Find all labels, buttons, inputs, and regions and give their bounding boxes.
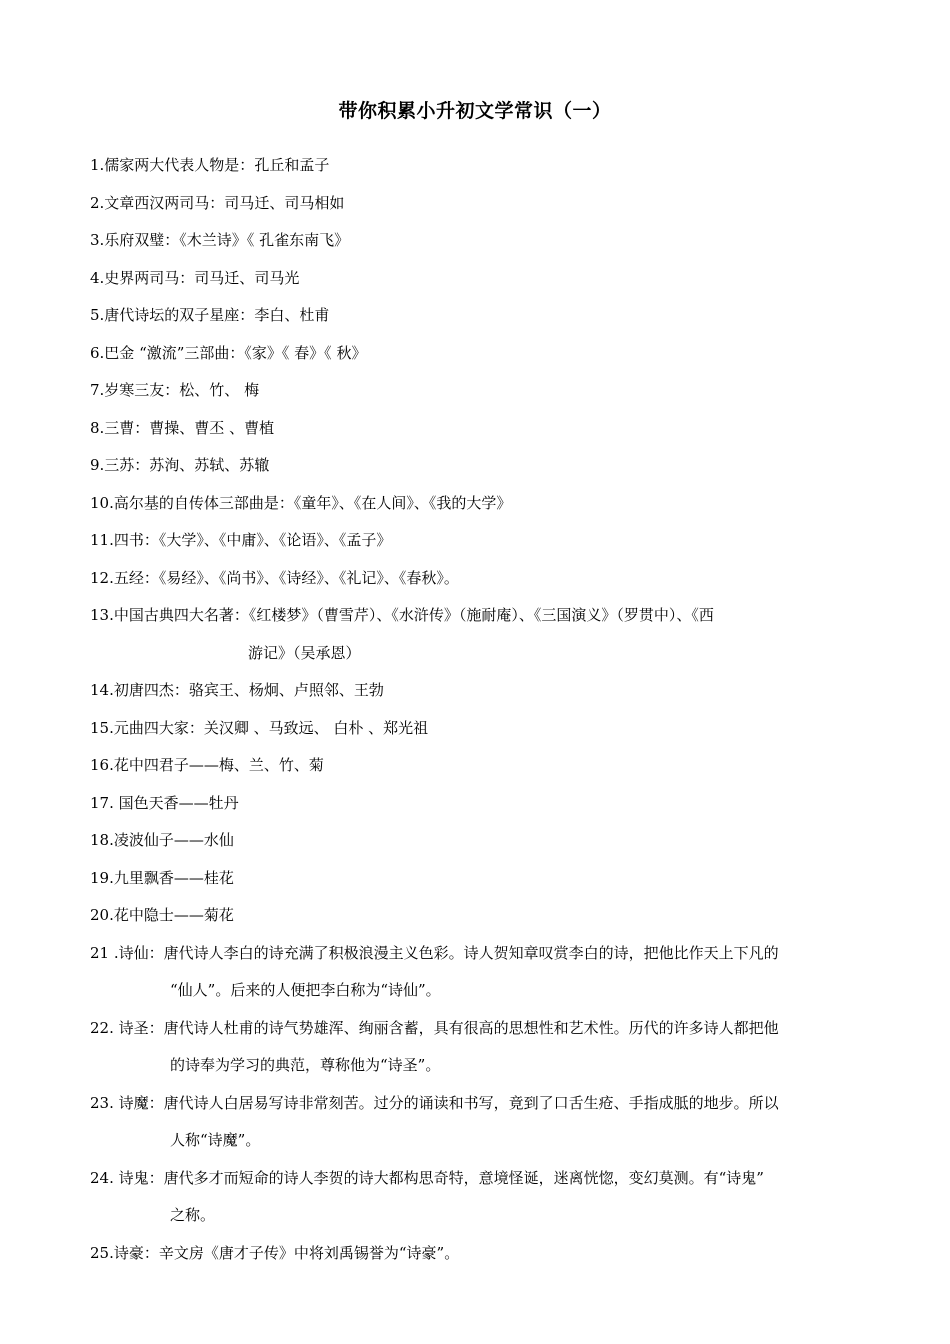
list-item-text: 10.高尔基的自传体三部曲是：《童年》、《在人间》、《我的大学》 [90, 493, 512, 512]
list-item-text: 13.中国古典四大名著：《红楼梦》（曹雪芹）、《水浒传》（施耐庵）、《三国演义》（罗贯中）、《西 [90, 606, 714, 624]
list-item-text: 2.文章西汉两司马：司马迁、司马相如 [90, 193, 345, 212]
list-item-text: 14.初唐四杰：骆宾王、杨炯、卢照邻、王勃 [90, 681, 384, 699]
list-item [90, 1160, 865, 1235]
list-item-text: 1.儒家两大代表人物是：孔丘和孟子 [90, 156, 330, 174]
list-item-text: 22. 诗圣：唐代诗人杜甫的诗气势雄浑、绚丽含蓄，具有很高的思想性和艺术性。历代的许多诗人都把他 [90, 1018, 779, 1037]
list-item-text: 3.乐府双璧：《木兰诗》《 孔雀东南飞》 [90, 231, 350, 249]
list-item-text: 19.九里飘香——桂花 [90, 868, 234, 887]
list-item [90, 410, 865, 448]
list-item-text: 20.花中隐士——菊花 [90, 906, 234, 924]
list-item-continuation: 的诗奉为学习的典范，尊称他为“诗圣”。 [170, 1056, 441, 1074]
list-item [90, 335, 865, 373]
list-item-text: 6.巴金 “激流”三部曲：《家》《 春》《 秋》 [90, 343, 367, 362]
list-item [90, 522, 865, 560]
list-item [90, 1235, 865, 1273]
list-item-text: 9.三苏：苏洵、苏轼、苏辙 [90, 456, 270, 474]
list-item-continuation: “仙人”。后来的人便把李白称为“诗仙”。 [170, 981, 441, 999]
list-item-text: 11.四书：《大学》、《中庸》、《论语》、《孟子》 [90, 531, 392, 549]
list-item [90, 485, 865, 523]
list-item-text: 17. 国色天香——牡丹 [90, 793, 239, 812]
list-item-text: 15.元曲四大家：关汉卿 、马致远、 白朴 、郑光祖 [90, 718, 429, 737]
list-item [90, 747, 865, 785]
list-item-text: 5.唐代诗坛的双子星座：李白、杜甫 [90, 306, 330, 324]
list-item-text: 21 .诗仙：唐代诗人李白的诗充满了积极浪漫主义色彩。诗人贺知章叹赏李白的诗，把他比作天上下凡的 [90, 943, 779, 962]
list-item [90, 297, 865, 335]
list-item [90, 785, 865, 823]
list-item [90, 597, 865, 672]
list-item-text: 25.诗豪：辛文房《唐才子传》中将刘禹锡誉为“诗豪”。 [90, 1243, 460, 1262]
list-item-text: 8.三曹：曹操、曹丕 、曹植 [90, 418, 275, 437]
list-item [90, 710, 865, 748]
list-item-text: 16.花中四君子——梅、兰、竹、菊 [90, 756, 324, 774]
list-item [90, 897, 865, 935]
list-item [90, 672, 865, 710]
list-item [90, 372, 865, 410]
list-item-text: 12.五经：《易经》、《尚书》、《诗经》、《礼记》、《春秋》。 [90, 568, 459, 587]
list-item [90, 1085, 865, 1160]
list-item [90, 222, 865, 260]
list-item-continuation: 之称。 [170, 1206, 216, 1224]
list-item-text: 18.凌波仙子——水仙 [90, 831, 234, 849]
document-title: 带你积累小升初文学常识（一） [338, 100, 612, 122]
list-item [90, 447, 865, 485]
list-item [90, 860, 865, 898]
list-item-text: 24. 诗鬼：唐代多才而短命的诗人李贺的诗大都构思奇特，意境怪诞，迷离恍惚，变幻莫测。有“诗鬼” [90, 1168, 764, 1187]
list-item [90, 560, 865, 598]
list-item [90, 1010, 865, 1085]
list-item-text: 4.史界两司马：司马迁、司马光 [90, 268, 300, 287]
list-item [90, 822, 865, 860]
list-item [90, 260, 865, 298]
list-item [90, 185, 865, 223]
list-item-text: 7.岁寒三友：松、竹、 梅 [90, 381, 260, 399]
list-item [90, 147, 865, 185]
item-list [90, 147, 865, 1272]
list-item-continuation: 人称“诗魔”。 [170, 1131, 261, 1149]
list-item-text: 23. 诗魔：唐代诗人白居易写诗非常刻苦。过分的诵读和书写，竟到了口舌生疮、手指成胝的地步。所以 [90, 1093, 779, 1112]
list-item [90, 935, 865, 1010]
list-item-continuation: 游记》（吴承恩） [248, 643, 361, 662]
